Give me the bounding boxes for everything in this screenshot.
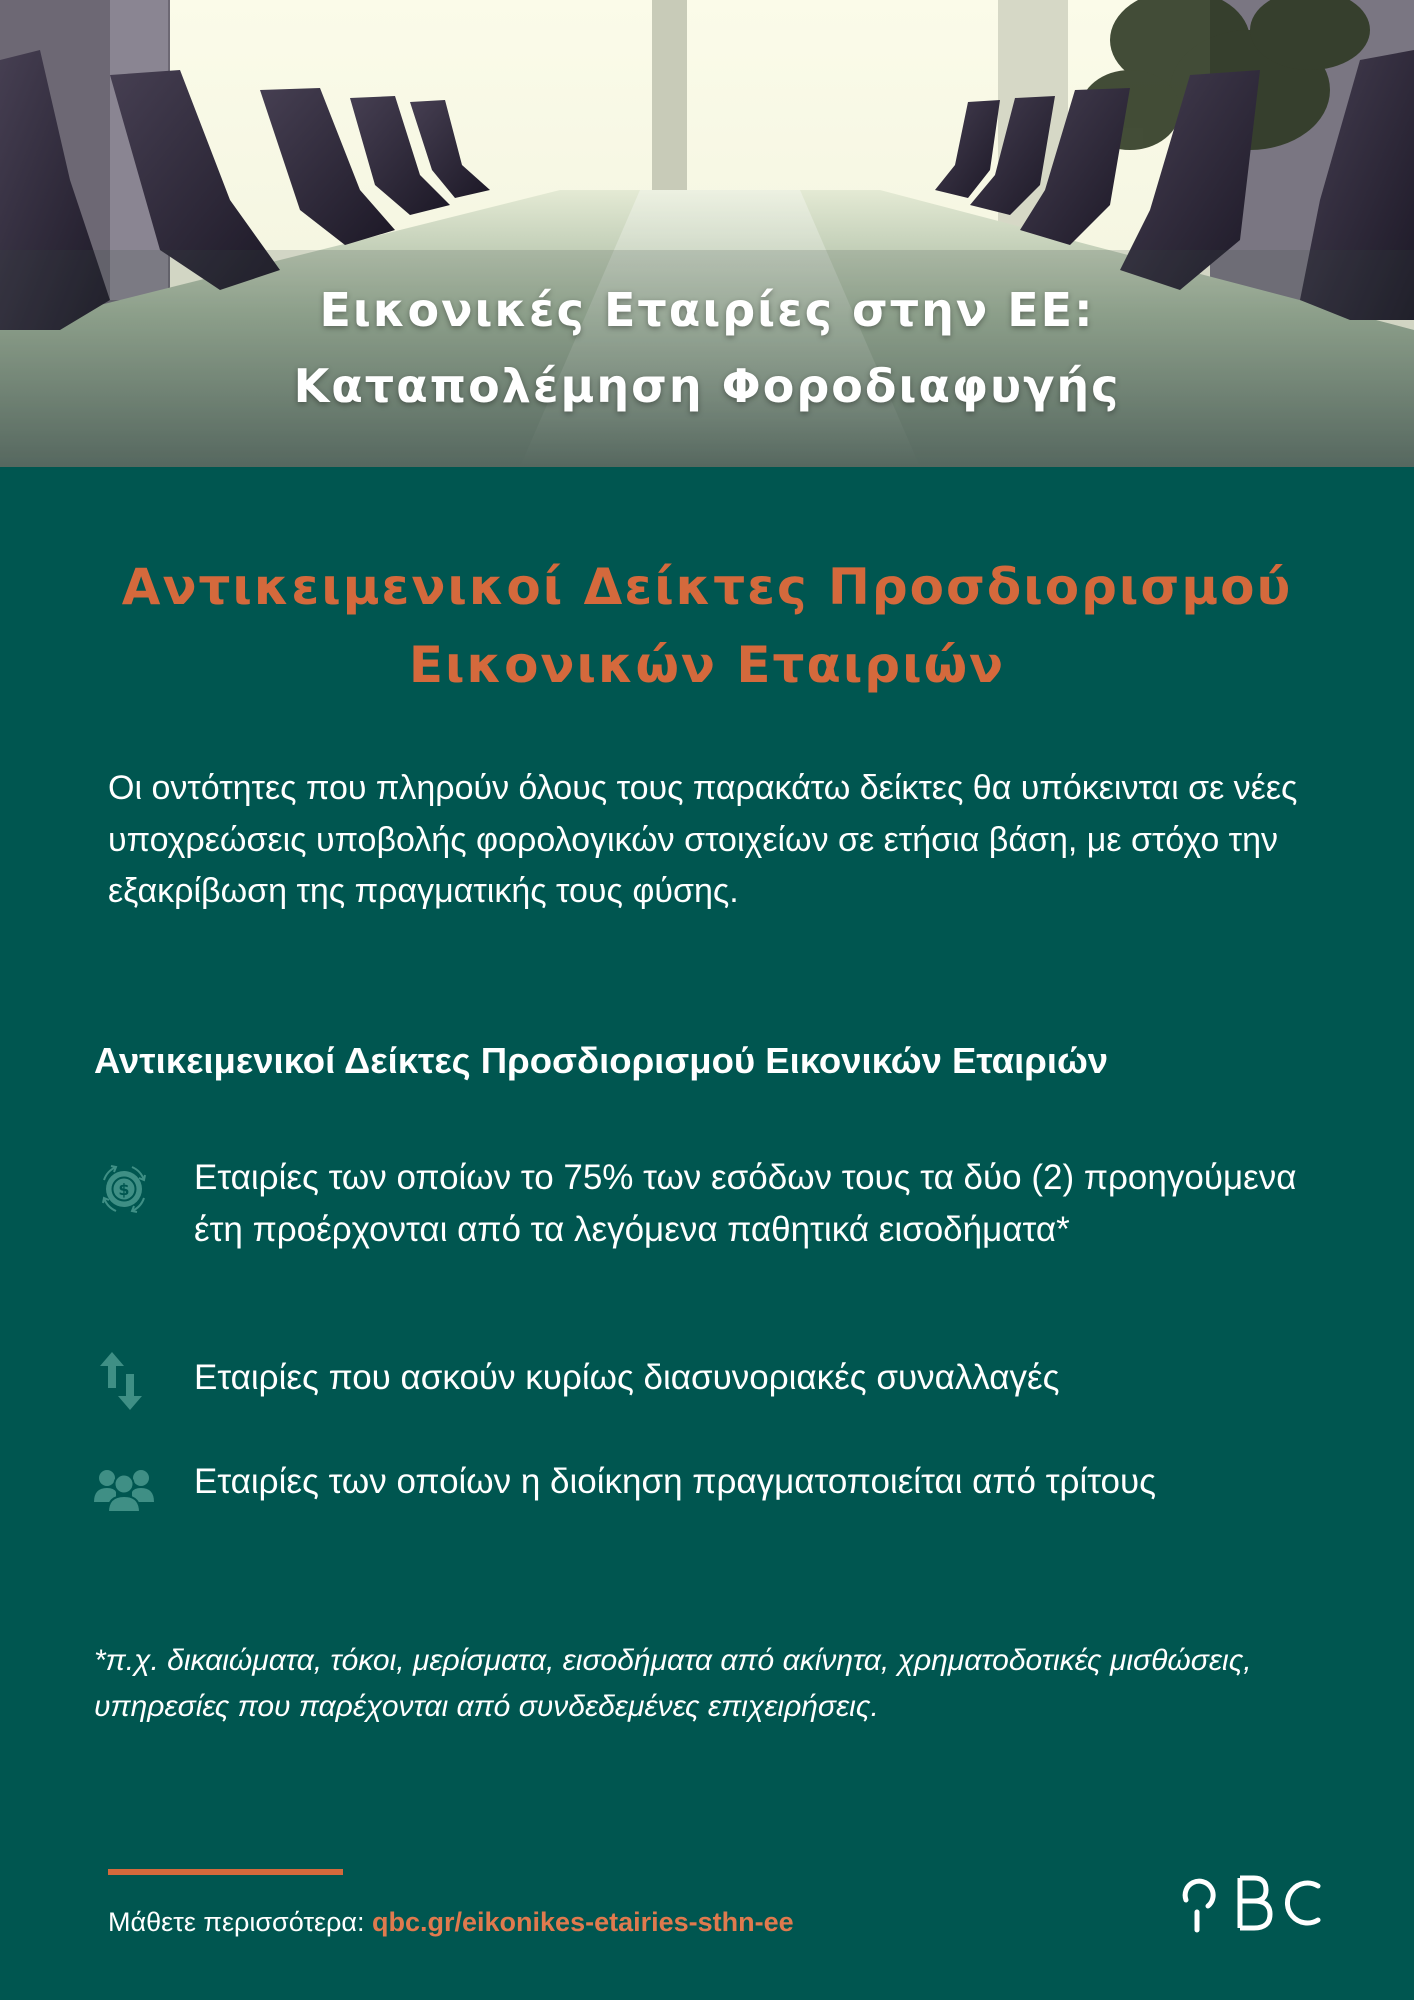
money-cycle-icon xyxy=(94,1158,154,1220)
indicator-item xyxy=(94,1152,1354,1312)
indicator-text: Εταιρίες που ασκούν κυρίως διασυνοριακές συναλλαγές xyxy=(194,1358,1060,1397)
page-title-line-1: Εικονικές Εταιρίες στην ΕΕ: xyxy=(319,283,1095,337)
indicators-heading: Αντικειμενικοί Δείκτες Προσδιορισμού Εικονικών Εταιριών xyxy=(94,1040,1109,1081)
subtitle-line-1: Αντικειμενικοί Δείκτες Προσδιορισμού xyxy=(121,558,1293,616)
hero-banner xyxy=(0,0,1414,467)
footer-divider xyxy=(108,1869,343,1875)
footnote: *π.χ. δικαιώματα, τόκοι, μερίσματα, εισοδήματα από ακίνητα, χρηματοδοτικές μισθώσεις, υπηρεσίες που παρέχονται από συνδεδεμένες επιχειρήσεις. xyxy=(94,1644,1252,1723)
learn-more-link[interactable]: qbc.gr/eikonikes-etairies-sthn-ee xyxy=(372,1907,794,1937)
indicator-text: Εταιρίες των οποίων το 75% των εσόδων τους τα δύο (2) προηγούμενα έτη προέρχονται από τα λεγόμενα παθητικά εισοδήματα* xyxy=(194,1158,1297,1249)
learn-more-label: Μάθετε περισσότερα: xyxy=(108,1907,373,1937)
page-title-line-2: Καταπολέμηση Φοροδιαφυγής xyxy=(293,359,1121,413)
indicator-item xyxy=(94,1456,1354,1566)
svg-text:$: $ xyxy=(118,1180,130,1199)
intro-paragraph: Οι οντότητες που πληρούν όλους τους παρακάτω δείκτες θα υπόκεινται σε νέες υποχρεώσεις υποβολής φορολογικών στοιχείων σε ετήσια βάση, με στόχο την εξακρίβωση της πραγματικής τους φύσης. xyxy=(108,769,1298,910)
up-down-arrows-icon xyxy=(94,1350,154,1412)
people-group-icon xyxy=(94,1462,154,1524)
page-title xyxy=(0,272,1414,424)
subtitle-line-2: Εικονικών Εταιριών xyxy=(408,636,1006,694)
qbc-logo xyxy=(1178,1872,1326,1934)
indicator-item xyxy=(94,1352,1354,1412)
section-subtitle xyxy=(60,548,1354,704)
indicator-text: Εταιρίες των οποίων η διοίκηση πραγματοποιείται από τρίτους xyxy=(194,1462,1157,1501)
learn-more xyxy=(108,1902,794,1942)
